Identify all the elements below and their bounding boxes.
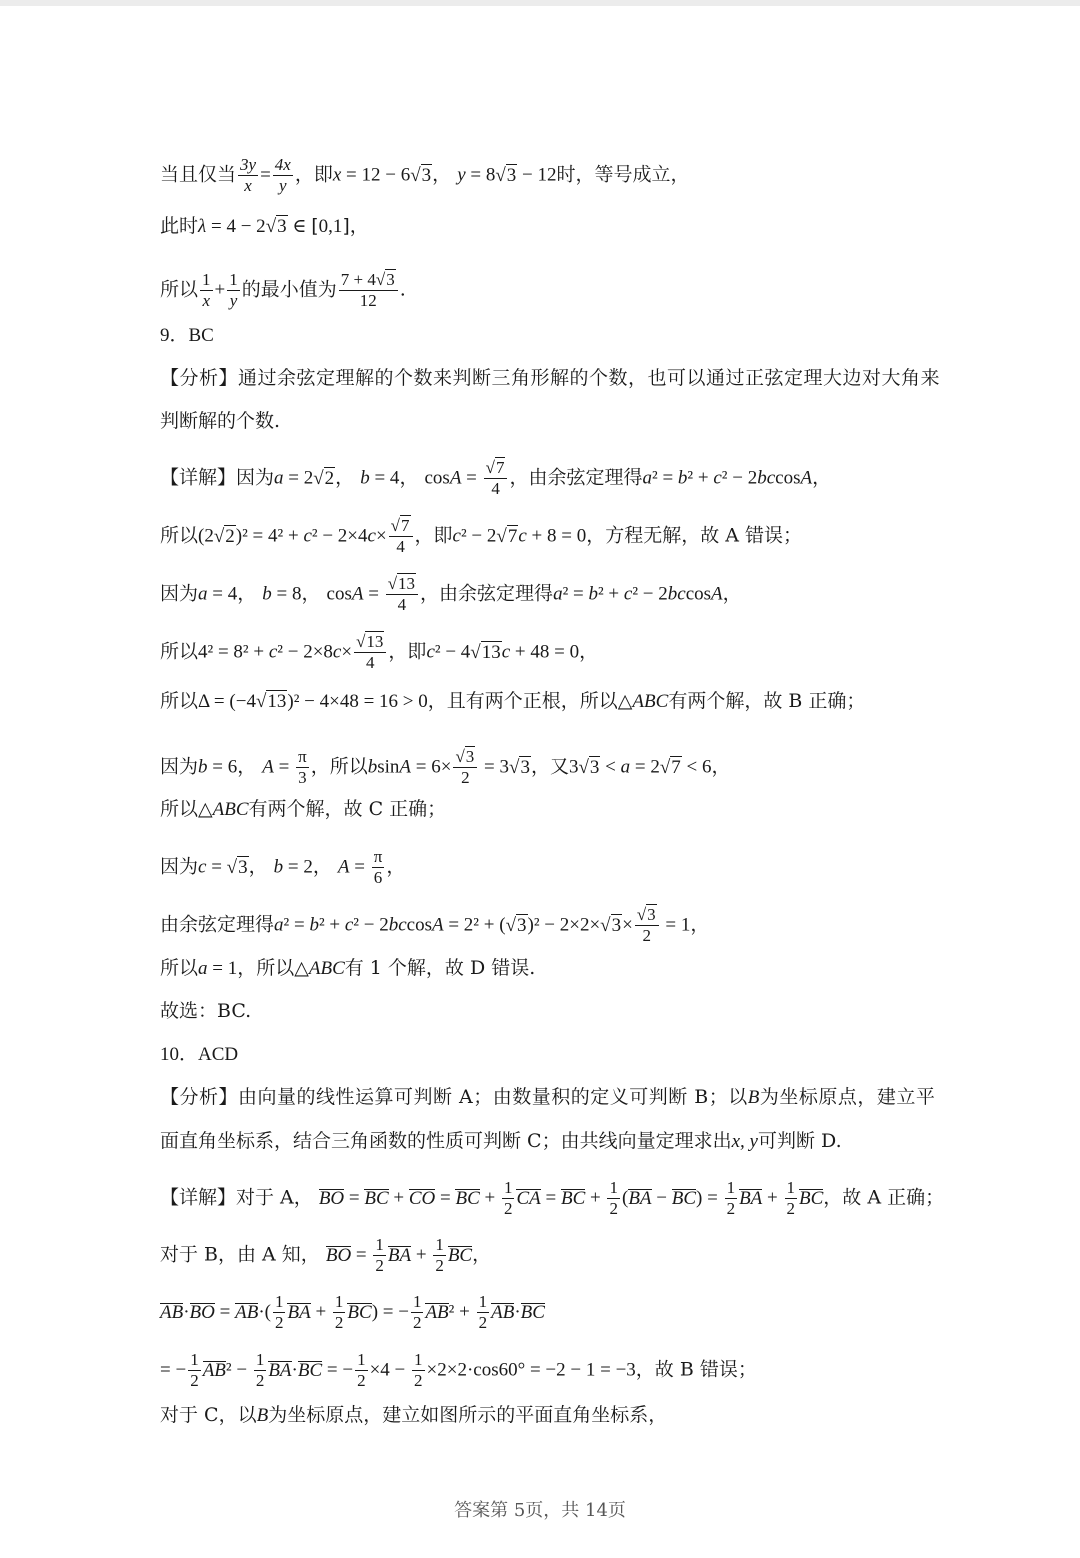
- line-25: 对于 C，以B为坐标原点，建立如图所示的平面直角坐标系，: [160, 1404, 668, 1426]
- line-2: 此时λ = 4 − 2√3 ∈ [0,1]，: [160, 215, 369, 237]
- line-13: 所以△ABC有两个解，故 C 正确；: [160, 798, 447, 820]
- line-15: 由余弦定理得a² = b² + c² − 2bccosA = 2² + (√3)² − 2×2×√3× $\frac{√3}{2}$ = 1，: [160, 905, 710, 945]
- line-20: 面直角坐标系，结合三角函数的性质可判断 C；由共线向量定理求出x, y可判断 D.: [160, 1130, 842, 1152]
- top-border: [0, 0, 1080, 6]
- line-23: AB·BO = AB·( $\frac{1}{2}$ BA + $\frac{1}{2}$ BC) = − $\frac{1}{2}$ AB² + $\frac{1}{2}$ AB·BC: [160, 1292, 545, 1332]
- line-14: 因为c = √3， b = 2， A = $\frac{\pi}{6}$ ，: [160, 847, 406, 887]
- line-10: 所以4² = 8² + c² − 2×8c× $\frac{√13}{4}$ ，即c² − 4√13c + 48 = 0，: [160, 632, 599, 672]
- line-12: 因为b = 6， A = $\frac{\pi}{3}$ ，所以bsinA = 6× $\frac{√3}{2}$ = 3√3，又3√3 < a = 2√7 < 6，: [160, 747, 731, 787]
- line-3: 所以 $\frac{1}{x}$ + $\frac{1}{y}$ 的最小值为 $\frac{7 + 4√3}{12}$ .: [160, 270, 406, 310]
- line-19: 【分析】由向量的线性运算可判断 A；由数量积的定义可判断 B；以B为坐标原点，建立平: [160, 1086, 936, 1108]
- line-7: 【详解】因为a = 2√2， b = 4， cosA = $\frac{√7}{4}$ ，由余弦定理得a² = b² + c² − 2bccosA，: [160, 458, 832, 498]
- line-17: 故选：BC.: [160, 1000, 252, 1022]
- line-22: 对于 B，由 A 知， BO = $\frac{1}{2}$ BA + $\frac{1}{2}$ BC，: [160, 1235, 492, 1275]
- line-8: 所以(2√2)² = 4² + c² − 2×4c× $\frac{√7}{4}$ ，即c² − 2√7c + 8 = 0，方程无解，故 A 错误；: [160, 516, 803, 556]
- line-1: 当且仅当 $\frac{3y}{x}$ = $\frac{4x}{y}$ ，即x = 12 − 6√3， y = 8√3 − 12时，等号成立，: [160, 155, 690, 195]
- line-5: 【分析】通过余弦定理解的个数来判断三角形解的个数，也可以通过正弦定理大边对大角来: [160, 367, 941, 389]
- line-24: = − $\frac{1}{2}$ AB² − $\frac{1}{2}$ BA·BC = − $\frac{1}{2}$ ×4 − $\frac{1}{2}$ ×2×2·cos60° = −2 − 1 = −3，故 B 错误；: [160, 1350, 757, 1390]
- page-footer: 答案第 5页，共 14页: [454, 1500, 626, 1521]
- line-9: 因为a = 4， b = 8， cosA = $\frac{√13}{4}$ ，由余弦定理得a² = b² + c² − 2bccosA，: [160, 574, 742, 614]
- line-6: 判断解的个数.: [160, 410, 281, 432]
- line-21: 【详解】对于 A， BO = BC + CO = BC + $\frac{1}{2}$ CA = BC + $\frac{1}{2}$ (BA − BC) = $\frac{1}{2}$ BA + $\frac{1}{2}$ BC，故 A 正确；: [160, 1178, 945, 1218]
- line-18: 10．ACD: [160, 1044, 239, 1065]
- line-11: 所以Δ = (−4√13)² − 4×48 = 16 > 0，且有两个正根，所以△ABC有两个解，故 B 正确；: [160, 690, 866, 712]
- line-16: 所以a = 1，所以△ABC有 1 个解，故 D 错误.: [160, 957, 536, 979]
- line-4: 9．BC: [160, 325, 214, 346]
